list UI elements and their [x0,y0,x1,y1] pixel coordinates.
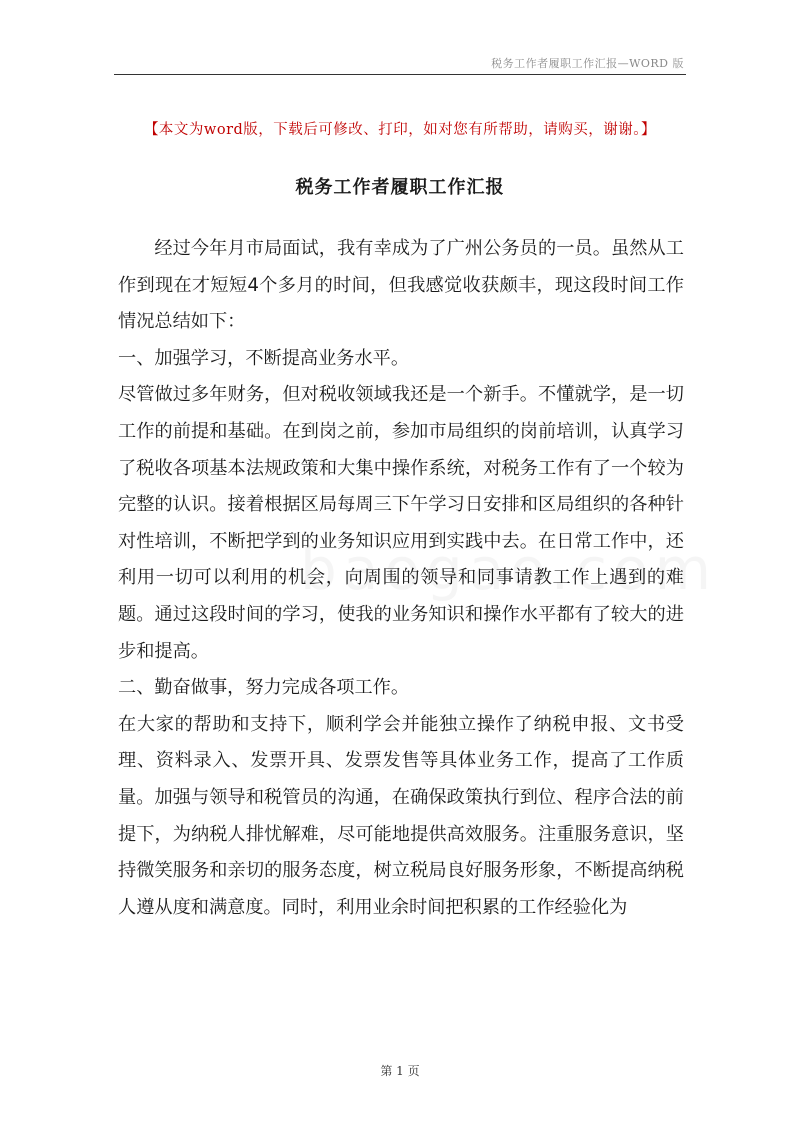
section-heading-2: 二、勤奋做事，努力完成各项工作。 [118,677,410,699]
document-body [118,231,684,926]
purchase-notice: 【本文为word版，下载后可修改、打印，如对您有所帮助，请购买，谢谢。】 [143,122,657,138]
paragraph-intro: 经过今年月市局面试，我有幸成为了广州公务员的一员。虽然从工作到现在才短短4个多月的时间，但我感觉收获颇丰，现这段时间工作情况总结如下： [118,238,684,333]
paragraph-work: 在大家的帮助和支持下，顺利学会并能独立操作了纳税申报、文书受理、资料录入、发票开具、发票发售等具体业务工作，提高了工作质量。加强与领导和税管员的沟通，在确保政策执行到位、程序合法的前提下，为纳税人排忧解难，尽可能地提供高效服务。注重服务意识，坚持微笑服务和亲切的服务态度，树立税局良好服务形象，不断提高纳税人遵从度和满意度。同时，利用业余时间把积累的工作经验化为 [118,713,684,918]
page-number: 第 1 页 [380,1064,420,1078]
running-header: 税务工作者履职工作汇报—WORD 版 [491,57,684,70]
header-divider [114,74,686,75]
section-heading-1: 一、加强学习，不断提高业务水平。 [118,347,410,369]
paragraph-learning: 尽管做过多年财务，但对税收领域我还是一个新手。不懂就学，是一切工作的前提和基础。在到岗之前，参加市局组织的岗前培训，认真学习了税收各项基本法规政策和大集中操作系统，对税务工作有了一个较为完整的认识。接着根据区局每周三下午学习日安排和区局组织的各种针对性培训，不断把学到的业务知识应用到实践中去。在日常工作中，还利用一切可以利用的机会，向周围的领导和同事请教工作上遇到的难题。通过这段时间的学习，使我的业务知识和操作水平都有了较大的进步和提高。 [118,384,684,662]
document-title: 税务工作者履职工作汇报 [295,177,505,198]
